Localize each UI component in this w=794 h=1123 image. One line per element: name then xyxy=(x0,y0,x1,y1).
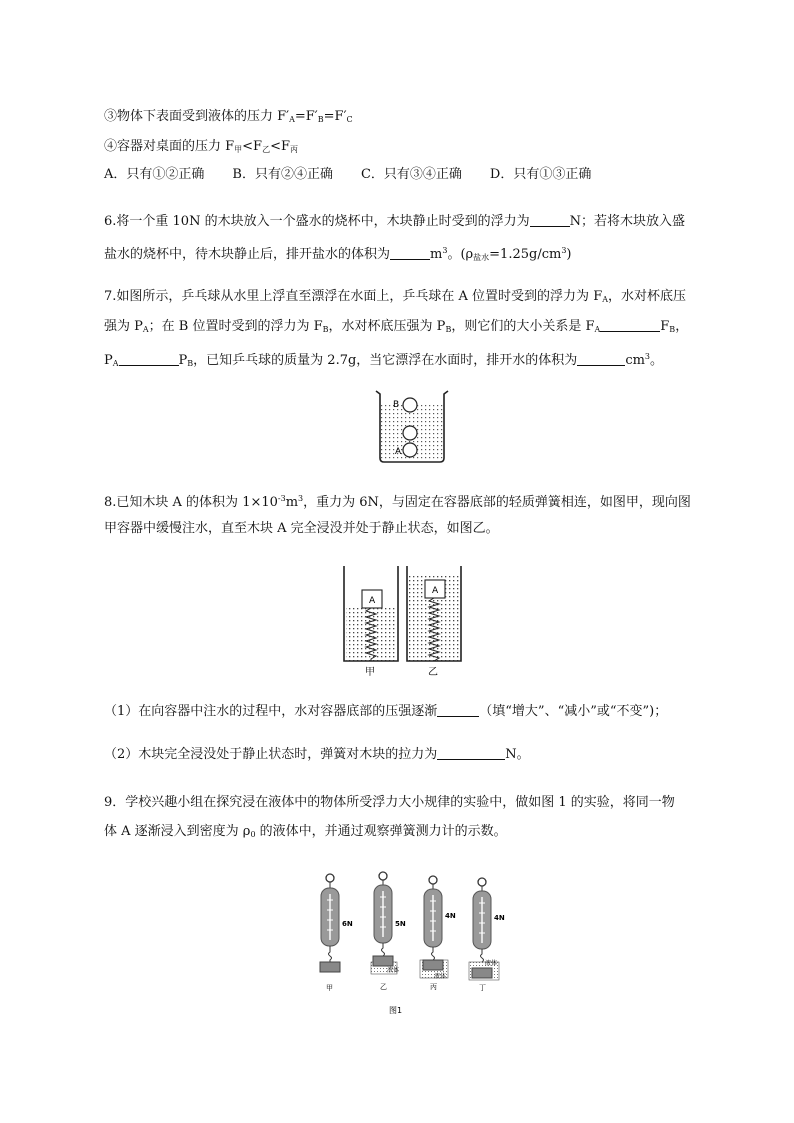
caption-yi: 乙 xyxy=(380,983,387,991)
block-label: A xyxy=(369,596,376,606)
q9-line-2: 体 A 逐渐浸入到密度为 $\rho_0$ 的液体中，并通过观察弹簧测力计的示数。 xyxy=(104,824,507,839)
reading-yi: 5N xyxy=(395,920,406,928)
reading-bing: 4N xyxy=(445,912,456,920)
q5-statement-3: ③物体下表面受到液体的压力 $F'_A=F'_B=F'_C$ xyxy=(104,109,353,124)
q7-line-3: $P_A$ $P_B$，已知乒乓球的质量为 2.7g，当它漂浮在水面时，排开水的体积为 $cm^3$。 xyxy=(104,352,664,368)
q8-line-1: 8.已知木块 A 的体积为 $1\times 10^{-3}m^3$，重力为 6N，与固定在容器底部的轻质弹簧相连，如图甲，现向图 xyxy=(104,494,691,510)
answer-blank[interactable] xyxy=(437,704,479,717)
q8-subquestion-2: （2）木块完全浸没处于静止状态时，弹簧对木块的拉力为 N。 xyxy=(104,747,530,762)
q5-statement-4: ④容器对桌面的压力 $F_甲<F_乙<F_丙$ xyxy=(104,139,298,154)
answer-blank[interactable] xyxy=(437,747,505,760)
q7-line-2: 强为 $P_A$；在 B 位置时受到的浮力为 $F_B$，水对杯底压强为 $P_B$，则它们的大小关系是 $F_A$ $F_B$， xyxy=(104,319,689,334)
ball-a xyxy=(403,443,417,457)
spring-scale-bing xyxy=(420,876,448,978)
option-b: B．只有②④正确 xyxy=(232,167,333,182)
caption-jia: 甲 xyxy=(326,984,333,992)
caption-jia: 甲 xyxy=(365,667,375,678)
answer-blank[interactable] xyxy=(577,353,625,366)
caption-yi: 乙 xyxy=(428,667,438,678)
q8-containers-figure xyxy=(336,563,468,680)
q6-line-2: 盐水的烧杯中，待木块静止后，排开盐水的体积为 $m^3$。$(\rho_{盐水}=1.25g/cm^3)$ xyxy=(104,246,572,262)
liquid-label: 液体 xyxy=(434,973,447,980)
answer-blank[interactable] xyxy=(390,247,430,260)
option-c: C．只有③④正确 xyxy=(360,167,462,182)
figure-caption: 图1 xyxy=(389,1006,403,1015)
answer-blank[interactable] xyxy=(600,319,660,332)
q8-subquestion-1: （1）在向容器中注水的过程中，水对容器底部的压强逐渐 （填“增大”、“减小”或“不变”)； xyxy=(104,704,668,719)
q9-spring-scales-figure xyxy=(310,868,510,1018)
spring-scale-jia xyxy=(320,874,340,972)
liquid-label: 液体 xyxy=(485,960,498,967)
label-b: B xyxy=(393,400,400,410)
ball-middle xyxy=(403,426,417,440)
liquid-label: 液体 xyxy=(387,967,400,974)
label-a: A xyxy=(395,447,402,457)
caption-ding: 丁 xyxy=(479,984,486,992)
ball-b xyxy=(403,398,417,412)
block-label: A xyxy=(432,586,439,596)
q8-line-2: 甲容器中缓慢注水，直至木块 A 完全浸没并处于静止状态，如图乙。 xyxy=(104,521,499,536)
option-a: A．只有①②正确 xyxy=(104,167,205,182)
q7-line-1: 7.如图所示，乒乓球从水里上浮直至漂浮在水面上，乒乓球在 A 位置时受到的浮力为 $F_A$，水对杯底压 xyxy=(104,289,687,304)
caption-bing: 丙 xyxy=(430,983,437,991)
reading-jia: 6N xyxy=(342,920,353,928)
reading-ding: 4N xyxy=(494,914,505,922)
q5-options xyxy=(104,166,619,184)
answer-blank[interactable] xyxy=(530,214,570,227)
q6-line-1: 6.将一个重 10N 的木块放入一个盛水的烧杯中，木块静止时受到的浮力为 N；若将木块放入盛 xyxy=(104,214,685,229)
spring-scale-yi xyxy=(371,872,400,974)
q9-line-1: 9．学校兴趣小组在探究浸在液体中的物体所受浮力大小规律的实验中，做如图 1 的实验，将同一物 xyxy=(104,795,675,810)
answer-blank[interactable] xyxy=(119,353,179,366)
option-d: D．只有①③正确 xyxy=(489,167,592,182)
q7-beaker-figure xyxy=(372,388,452,466)
